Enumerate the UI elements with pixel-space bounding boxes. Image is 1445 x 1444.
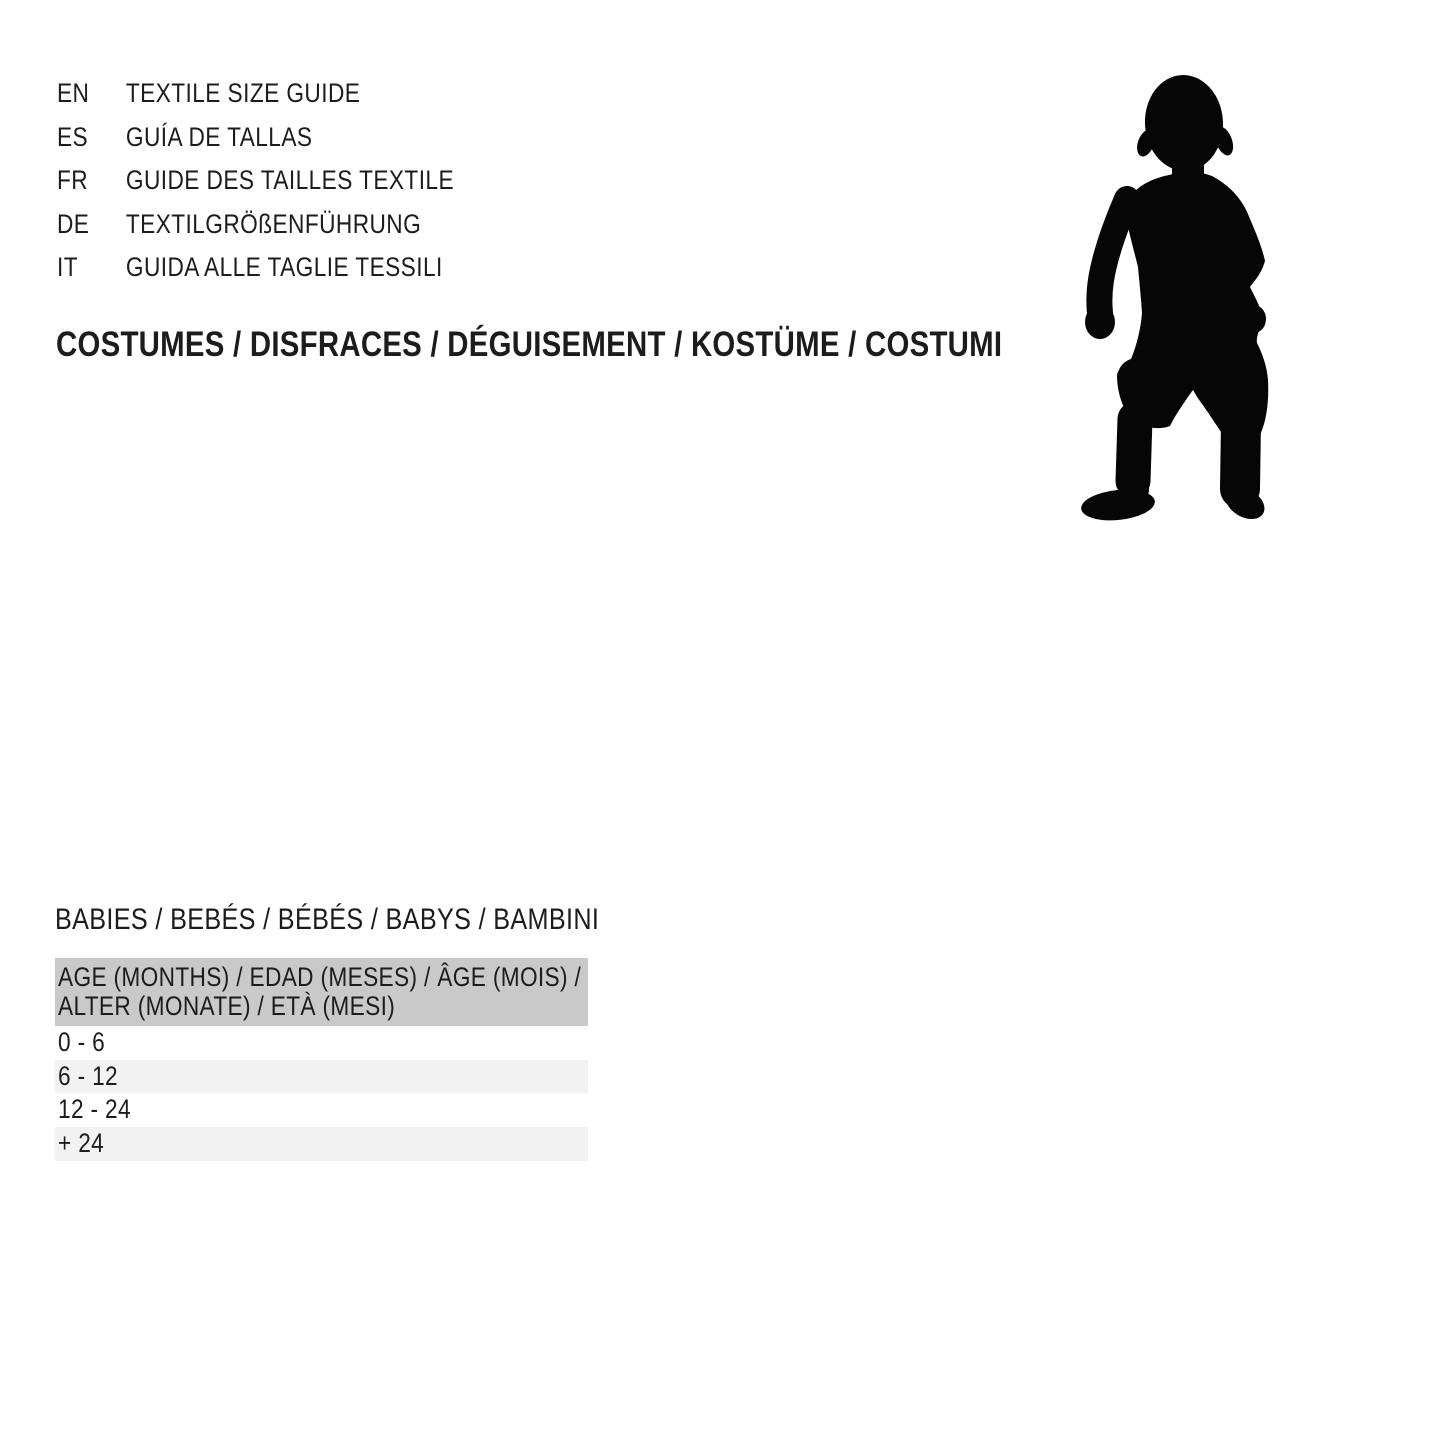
category-heading: COSTUMES / DISFRACES / DÉGUISEMENT / KOSTÜME / COSTUMI — [56, 325, 1003, 364]
table-row — [55, 1127, 588, 1161]
language-code: DE — [57, 208, 90, 239]
language-code: EN — [57, 78, 90, 108]
table-row — [55, 1093, 588, 1127]
size-table — [55, 958, 588, 1161]
age-range-value: 6 - 12 — [58, 1060, 119, 1091]
age-range-value: 12 - 24 — [58, 1094, 131, 1125]
language-label: GUÍA DE TALLAS — [125, 121, 313, 152]
baby-silhouette-icon — [1075, 75, 1285, 530]
language-row — [57, 72, 530, 116]
size-table-header — [55, 958, 588, 1026]
language-label: GUIDA ALLE TAGLIE TESSILI — [125, 252, 443, 282]
babies-heading: BABIES / BEBÉS / BÉBÉS / BABYS / BAMBINI — [55, 903, 600, 936]
language-row — [57, 246, 530, 290]
language-code: IT — [57, 252, 78, 282]
age-range-value: + 24 — [58, 1128, 105, 1159]
language-label: TEXTILE SIZE GUIDE — [125, 78, 361, 108]
language-row — [57, 159, 530, 203]
size-table-header-line: AGE (MONTHS) / EDAD (MESES) / ÂGE (MOIS) / — [58, 962, 582, 992]
age-range-value: 0 - 6 — [58, 1027, 106, 1057]
table-row — [55, 1060, 588, 1094]
language-code: ES — [57, 121, 89, 152]
size-table-header-line: ALTER (MONATE) / ETÀ (MESI) — [58, 991, 396, 1021]
baby-silhouette — [1075, 75, 1285, 530]
language-guide-list — [57, 72, 530, 290]
language-label: TEXTILGRÖßENFÜHRUNG — [125, 208, 422, 239]
language-label: GUIDE DES TAILLES TEXTILE — [125, 165, 455, 195]
language-row — [57, 203, 530, 247]
language-code: FR — [57, 165, 89, 195]
table-row — [55, 1026, 588, 1060]
language-row — [57, 116, 530, 160]
